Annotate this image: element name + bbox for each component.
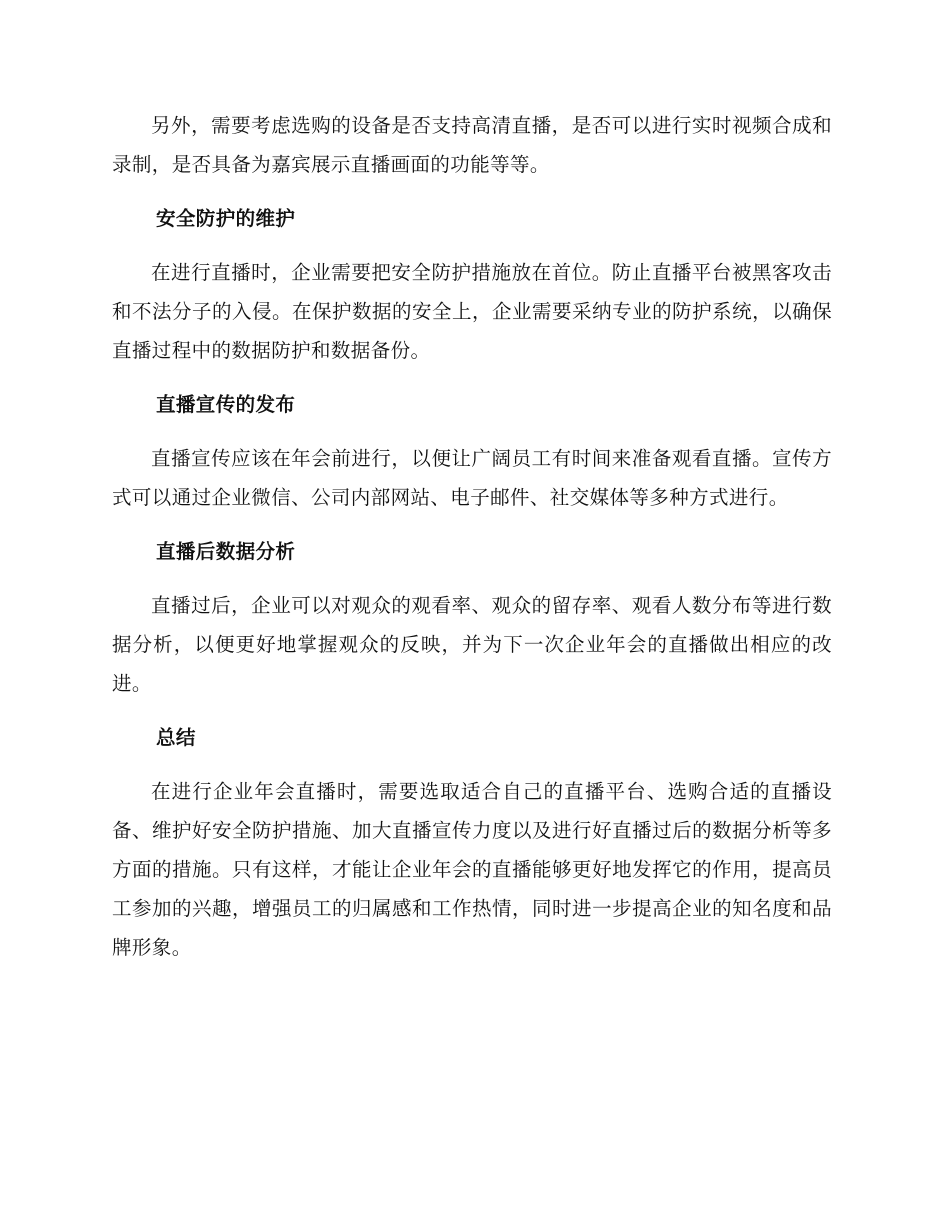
paragraph-equipment-features: 另外，需要考虑选购的设备是否支持高清直播，是否可以进行实时视频合成和录制，是否具备为嘉宾展示直播画面的功能等等。: [112, 114, 832, 176]
paragraph-post-stream-analysis: 直播过后，企业可以对观众的观看率、观众的留存率、观看人数分布等进行数据分析，以便更好地掌握观众的反映，并为下一次企业年会的直播做出相应的改进。: [112, 594, 832, 695]
paragraph-security-maintenance: 在进行直播时，企业需要把安全防护措施放在首位。防止直播平台被黑客攻击和不法分子的入侵。在保护数据的安全上，企业需要采纳专业的防护系统，以确保直播过程中的数据防护和数据备份。: [112, 261, 832, 362]
paragraph-summary: 在进行企业年会直播时，需要选取适合自己的直播平台、选购合适的直播设备、维护好安全防护措施、加大直播宣传力度以及进行好直播过后的数据分析等多方面的措施。只有这样，才能让企业年会的直播能够更好地发挥它的作用，提高员工参加的兴趣，增强员工的归属感和工作热情，同时进一步提高企业的知名度和品牌形象。: [112, 780, 832, 959]
paragraph-promotion-release: 直播宣传应该在年会前进行，以便让广阔员工有时间来准备观看直播。宣传方式可以通过企业微信、公司内部网站、电子邮件、社交媒体等多种方式进行。: [112, 447, 832, 509]
heading-summary: 总结: [156, 726, 196, 749]
heading-promotion-release: 直播宣传的发布: [156, 393, 296, 416]
heading-security-maintenance: 安全防护的维护: [156, 207, 296, 230]
heading-post-stream-analysis: 直播后数据分析: [156, 540, 296, 563]
